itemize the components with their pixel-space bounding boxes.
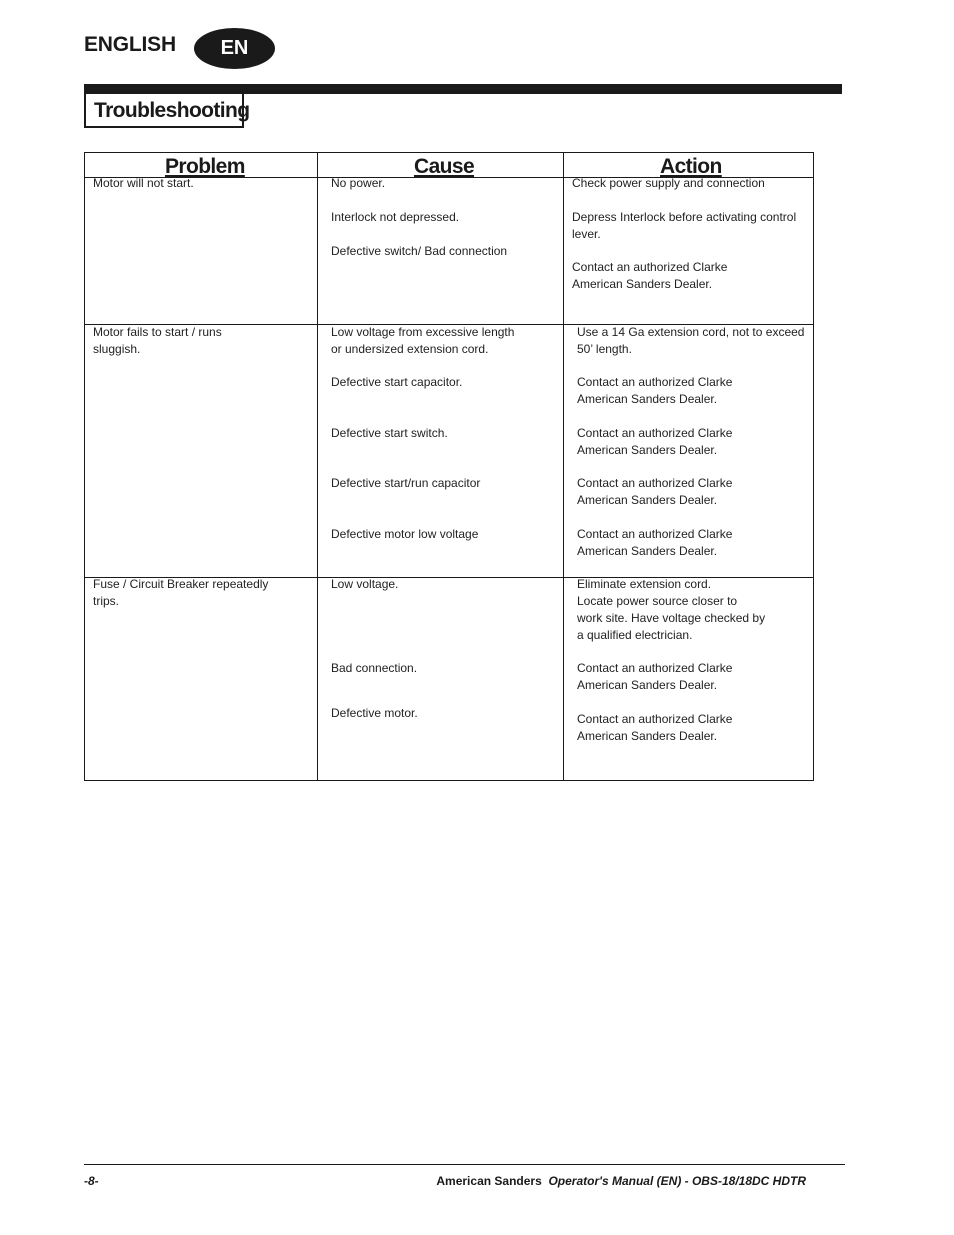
table-row-3-cause-2: Bad connection.	[331, 661, 418, 675]
troubleshooting-table	[84, 152, 814, 781]
table-row-3-action-2: Contact an authorized Clarke American Sanders Dealer.	[577, 661, 733, 692]
header-cause: Cause	[414, 155, 475, 178]
section-title: Troubleshooting	[94, 99, 250, 122]
table-row-1-action-2: Depress Interlock before activating control lever.	[572, 210, 797, 241]
table-row-1-action-1: Check power supply and connection	[572, 176, 765, 190]
table-row-3-problem: Fuse / Circuit Breaker repeatedly trips.	[93, 577, 269, 608]
table-row-2-cause-5: Defective motor low voltage	[331, 527, 479, 541]
table-row-3-action-1: Eliminate extension cord. Locate power source closer to work site. Have voltage checked by a qualified electrician.	[577, 577, 766, 642]
table-row-2-cause-2: Defective start capacitor.	[331, 375, 463, 389]
table-row-2-action-2: Contact an authorized Clarke American Sanders Dealer.	[577, 375, 733, 406]
footer-brand: American Sanders	[436, 1174, 542, 1188]
table-row-2-cause-4: Defective start/run capacitor	[331, 476, 481, 490]
table-row-2-cause-1: Low voltage from excessive length or undersized extension cord.	[331, 325, 515, 356]
table-row-2-action-5: Contact an authorized Clarke American Sanders Dealer.	[577, 527, 733, 558]
table-row-3-cause-3: Defective motor.	[331, 706, 418, 720]
column-divider	[317, 153, 318, 780]
header-action: Action	[660, 155, 722, 178]
footer-title	[436, 1174, 806, 1188]
table-row-2-action-3: Contact an authorized Clarke American Sanders Dealer.	[577, 426, 733, 457]
table-row-1-action-3: Contact an authorized Clarke American Sanders Dealer.	[572, 260, 728, 291]
table-row-2-cause-3: Defective start switch.	[331, 426, 448, 440]
table-row-2-action-4: Contact an authorized Clarke American Sanders Dealer.	[577, 476, 733, 507]
table-row-1-problem: Motor will not start.	[93, 176, 194, 190]
header-problem: Problem	[165, 155, 245, 178]
page-number: -8-	[84, 1174, 99, 1188]
table-row-1-cause-2: Interlock not depressed.	[331, 210, 460, 224]
language-label: ENGLISH	[84, 33, 176, 56]
language-badge: EN	[194, 28, 275, 69]
table-row-1-cause-3: Defective switch/ Bad connection	[331, 244, 508, 258]
bottom-rule	[84, 1164, 845, 1165]
table-row-3-cause-1: Low voltage.	[331, 577, 399, 591]
footer-manual: Operator's Manual (EN) - OBS-18/18DC HDTR	[548, 1174, 806, 1188]
table-row-2-action-1: Use a 14 Ga extension cord, not to exceed 50’ length.	[577, 325, 805, 356]
column-divider	[563, 153, 564, 780]
table-row-2-problem: Motor fails to start / runs sluggish.	[93, 325, 222, 356]
table-row-1-cause-1: No power.	[331, 176, 386, 190]
table-row-3-action-3: Contact an authorized Clarke American Sanders Dealer.	[577, 712, 733, 743]
